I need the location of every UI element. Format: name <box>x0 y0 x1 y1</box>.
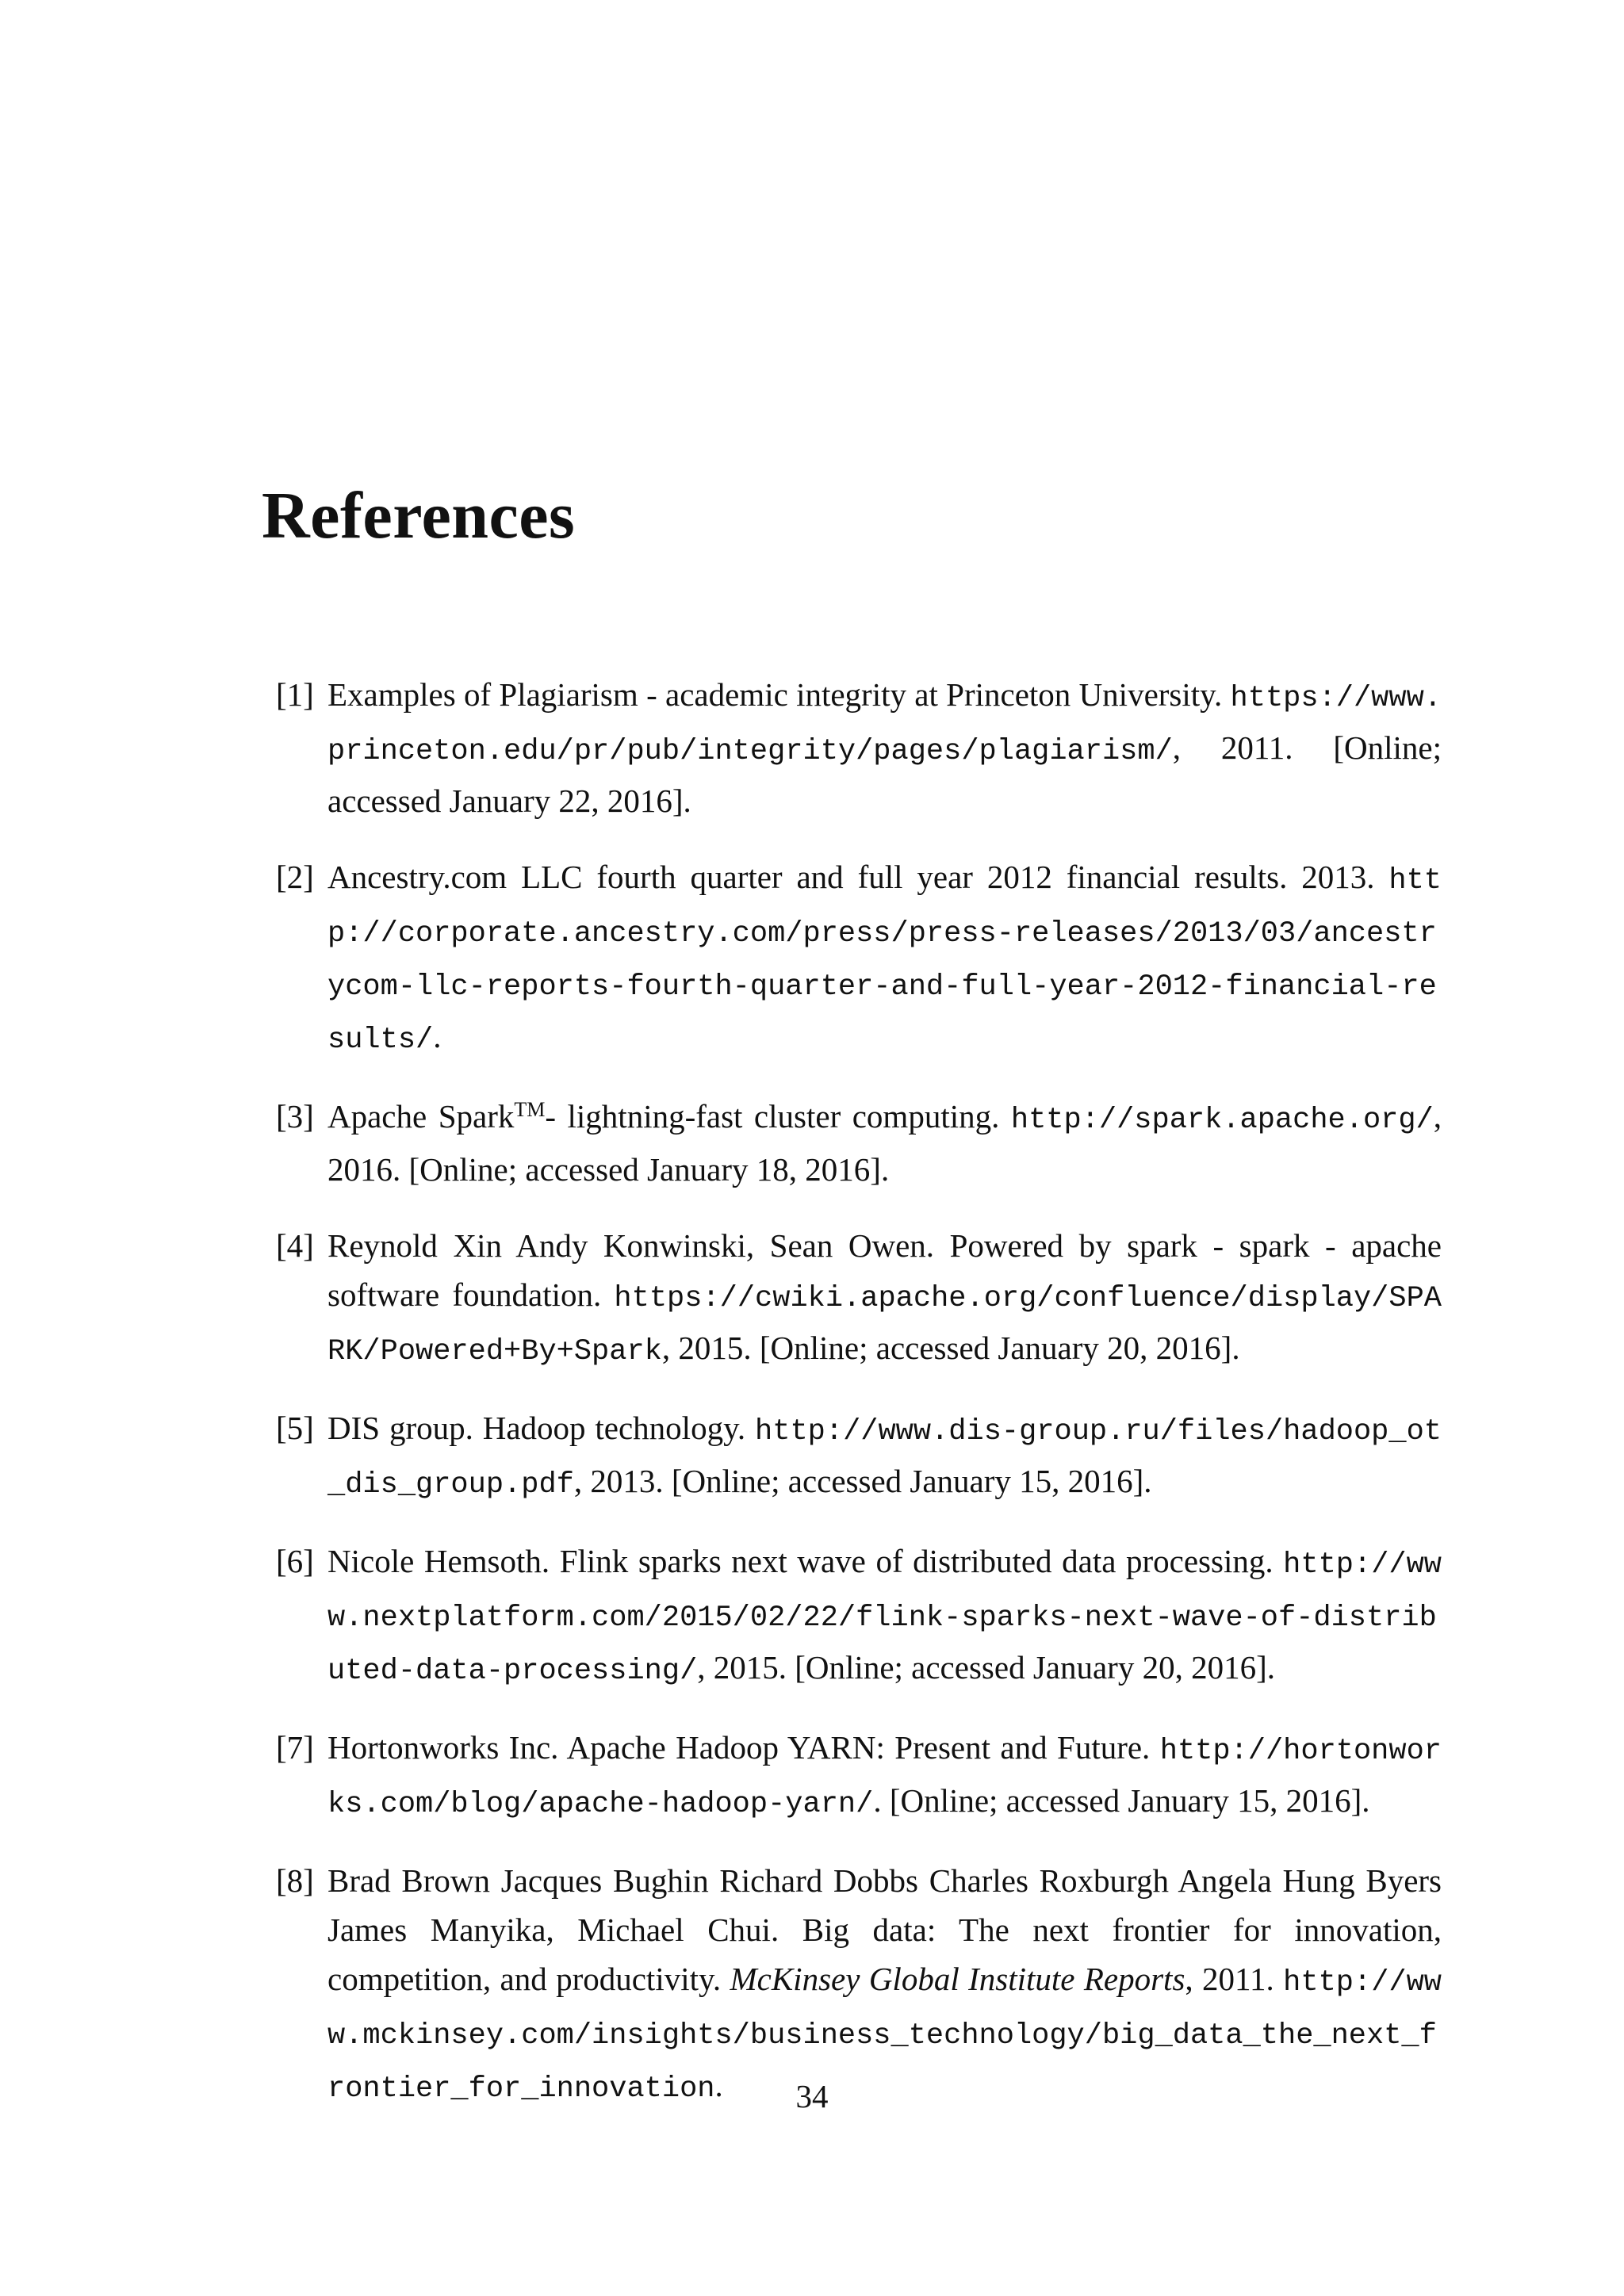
reference-venue: McKinsey Global Institute Reports <box>730 1961 1185 1997</box>
reference-tail: , 2011. [Online; accessed January 22, 2016]. <box>327 729 1442 819</box>
reference-number: [6] <box>276 1543 314 1579</box>
reference-url[interactable]: https://www.princeton.edu/pr/pub/integrity/pages/plagiarism/ <box>327 682 1442 768</box>
reference-item <box>262 670 1442 825</box>
reference-item <box>262 1092 1442 1194</box>
reference-number: [3] <box>276 1098 314 1135</box>
reference-item <box>262 852 1442 1065</box>
reference-list <box>262 670 1442 2141</box>
reference-number: [1] <box>276 676 314 713</box>
reference-url[interactable]: http://www.nextplatform.com/2015/02/22/flink-sparks-next-wave-of-distributed-data-processing/ <box>327 1548 1442 1688</box>
reference-number: [2] <box>276 859 314 895</box>
reference-tail: . <box>714 2067 723 2103</box>
reference-tail: , 2015. [Online; accessed January 20, 2016]. <box>661 1330 1240 1366</box>
reference-tail: , 2013. [Online; accessed January 15, 2016]. <box>573 1463 1152 1499</box>
reference-text: - lightning-fast cluster computing. <box>545 1098 1000 1135</box>
reference-text: Ancestry.com LLC fourth quarter and full year 2012 financial results. 2013. <box>327 859 1375 895</box>
reference-url[interactable]: http://www.dis-group.ru/files/hadoop_ot_dis_group.pdf <box>327 1415 1442 1502</box>
page-number: 34 <box>795 2078 829 2114</box>
reference-text: Nicole Hemsoth. Flink sparks next wave of distributed data processing. <box>327 1543 1274 1579</box>
reference-text: Hortonworks Inc. Apache Hadoop YARN: Present and Future. <box>327 1729 1151 1766</box>
reference-text-pre: Apache Spark <box>327 1098 515 1135</box>
reference-tail: . <box>433 1018 442 1054</box>
reference-text: Reynold Xin Andy Konwinski, Sean Owen. Powered by spark - spark - apache software foundation. <box>327 1227 1442 1313</box>
reference-item <box>262 1221 1442 1376</box>
reference-text: Brad Brown Jacques Bughin Richard Dobbs Charles Roxburgh Angela Hung Byers James Manyika, Michael Chui. Big data: The next frontier for innovation, competition, and productivity. <box>327 1862 1442 1997</box>
reference-text: Examples of Plagiarism - academic integrity at Princeton University. <box>327 676 1223 713</box>
reference-text: DIS group. Hadoop technology. <box>327 1410 746 1446</box>
reference-tail: , 2015. [Online; accessed January 20, 2016]. <box>697 1649 1275 1686</box>
reference-url[interactable]: http://hortonworks.com/blog/apache-hadoop-yarn/ <box>327 1735 1442 1821</box>
reference-item <box>262 1536 1442 1696</box>
reference-number: [8] <box>276 1862 314 1899</box>
reference-number: [4] <box>276 1227 314 1264</box>
page-title: References <box>262 479 576 553</box>
reference-tail: . [Online; accessed January 15, 2016]. <box>873 1782 1370 1819</box>
reference-url[interactable]: http://spark.apache.org/ <box>1010 1104 1434 1137</box>
reference-tail: , 2016. [Online; accessed January 18, 2016]. <box>327 1098 1442 1188</box>
trademark-superscript: TM <box>514 1098 546 1121</box>
reference-url[interactable]: http://www.mckinsey.com/insights/business_technology/big_data_the_next_frontier_for_innovation <box>327 1966 1442 2106</box>
reference-number: [5] <box>276 1410 314 1446</box>
reference-url[interactable]: https://cwiki.apache.org/confluence/display/SPARK/Powered+By+Spark <box>327 1282 1442 1368</box>
reference-number: [7] <box>276 1729 314 1766</box>
reference-text-post: , 2011. <box>1185 1961 1274 1997</box>
reference-item <box>262 1856 1442 2114</box>
reference-item <box>262 1403 1442 1510</box>
reference-item <box>262 1723 1442 1829</box>
reference-url[interactable]: http://corporate.ancestry.com/press/press-releases/2013/03/ancestrycom-llc-reports-fourth-quarter-and-full-year-2012-financial-results/ <box>327 864 1442 1057</box>
